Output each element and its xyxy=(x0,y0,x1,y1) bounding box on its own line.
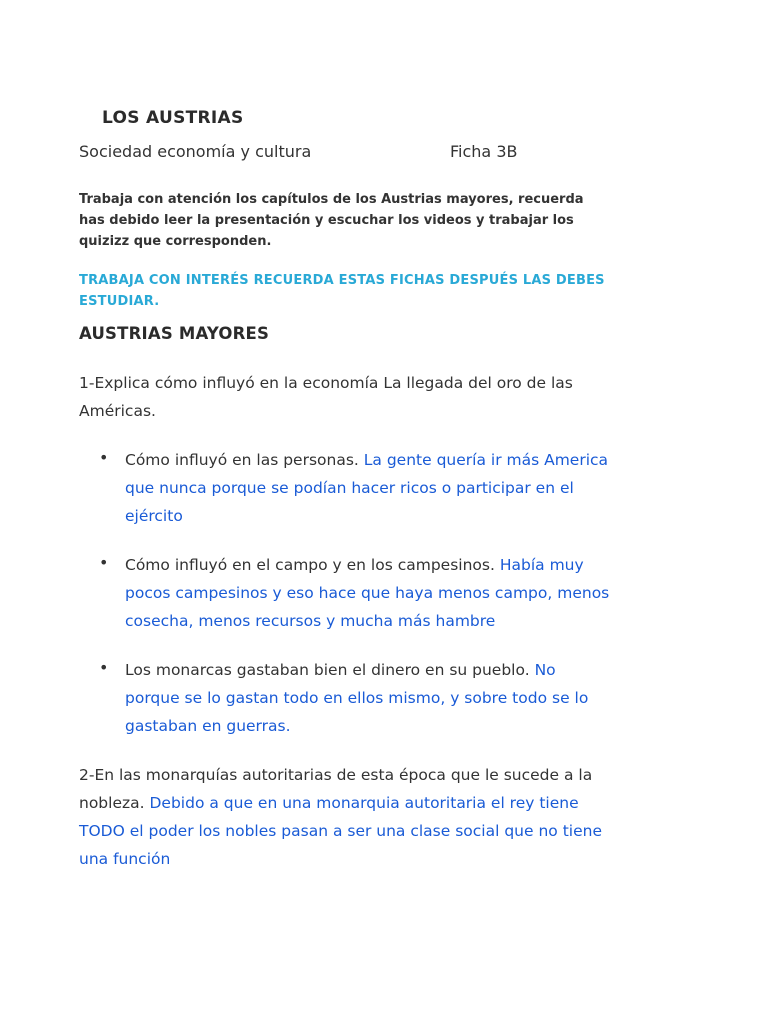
question-1-prompt: 1-Explica cómo influyó en la economía La llegada del oro de las Américas. xyxy=(79,374,573,420)
question-2 xyxy=(79,761,619,873)
bullet-icon: • xyxy=(99,658,109,677)
list-item-text xyxy=(125,551,615,635)
student-answer: Había muy pocos campesinos y eso hace que haya menos campo, menos cosecha, menos recursos y mucha más hambre xyxy=(125,556,610,630)
list-item-text xyxy=(125,656,615,740)
document-title: LOS AUSTRIAS xyxy=(102,108,244,128)
sheet-number: Ficha 3B xyxy=(450,142,518,161)
instructions-text: Trabaja con atención los capítulos de los Austrias mayores, recuerda has debido leer la presentación y escuchar los videos y trabajar los quizizz que corresponden. xyxy=(79,192,584,249)
section-heading: AUSTRIAS MAYORES xyxy=(79,324,270,343)
subtitle-row xyxy=(79,142,679,161)
bullet-icon: • xyxy=(99,448,109,467)
study-callout: TRABAJA CON INTERÉS RECUERDA ESTAS FICHAS DESPUÉS LAS DEBES ESTUDIAR. xyxy=(79,273,605,309)
document-subtitle: Sociedad economía y cultura xyxy=(79,142,312,161)
list-item-text xyxy=(125,446,615,530)
bullet-icon: • xyxy=(99,553,109,572)
sub-question: Cómo influyó en el campo y en los campesinos. xyxy=(125,556,495,574)
student-answer: La gente quería ir más America que nunca porque se podían hacer ricos o participar en el ejército xyxy=(125,451,609,525)
sub-question: Cómo influyó en las personas. xyxy=(125,451,359,469)
student-answer: Debido a que en una monarquia autoritaria el rey tiene TODO el poder los nobles pasan a ser una clase social que no tiene una función xyxy=(79,794,602,868)
question-2-prompt: 2-En las monarquías autoritarias de esta época que le sucede a la nobleza. xyxy=(79,766,593,812)
student-answer: No porque se lo gastan todo en ellos mismo, y sobre todo se lo gastaban en guerras. xyxy=(125,661,589,735)
sub-question: Los monarcas gastaban bien el dinero en su pueblo. xyxy=(125,661,530,679)
